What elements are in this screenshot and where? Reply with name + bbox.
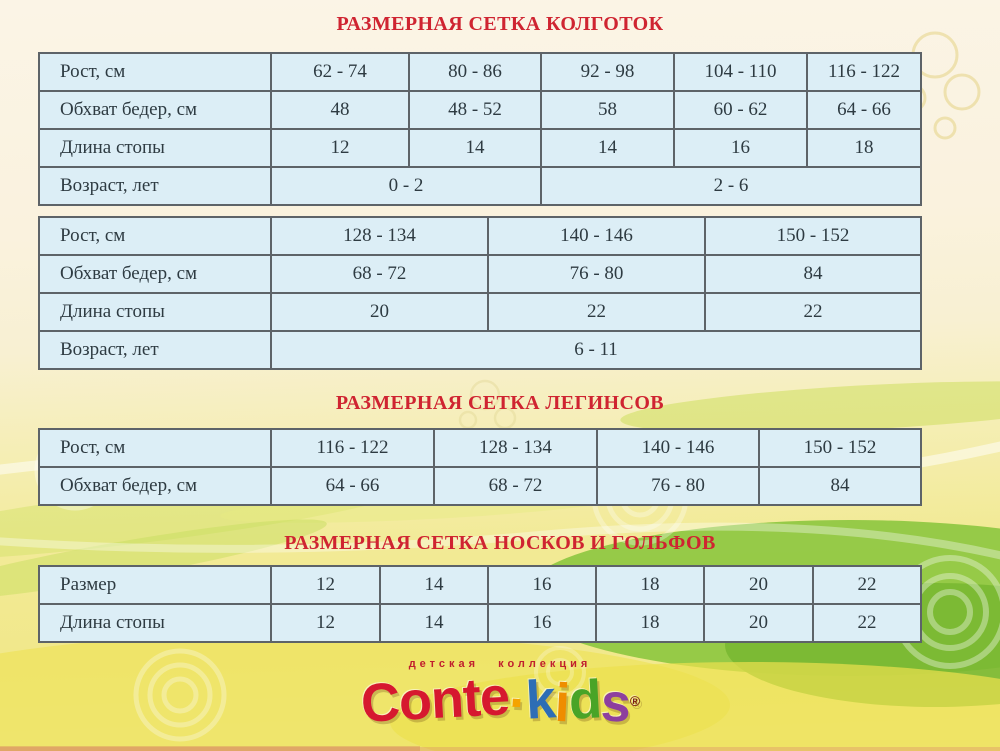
table-cell: 22 [813,566,921,604]
table-row [39,167,921,205]
table-cell: 12 [271,566,380,604]
table-cell: 80 - 86 [409,53,541,91]
table-row [39,429,921,467]
table-cell: 64 - 66 [807,91,921,129]
table-cell: 150 - 152 [759,429,921,467]
table-cell: 22 [705,293,921,331]
title-socks: РАЗМЕРНАЯ СЕТКА НОСКОВ И ГОЛЬФОВ [284,532,716,554]
table-cell: 14 [380,604,488,642]
table-cell: 140 - 146 [597,429,759,467]
table-cell: 150 - 152 [705,217,921,255]
table-socks [38,565,922,643]
table-cell: 20 [704,604,813,642]
registered-mark: ® [629,693,640,709]
row-label-cell: Рост, см [39,217,271,255]
table-row [39,255,921,293]
table-cell: 84 [705,255,921,293]
table-cell: 58 [541,91,674,129]
table-row [39,566,921,604]
table-cell: 68 - 72 [434,467,597,505]
table-cell: 16 [488,604,596,642]
table-cell: 14 [380,566,488,604]
table-cell: 62 - 74 [271,53,409,91]
table-cell-span: 6 - 11 [271,331,921,369]
table-row [39,129,921,167]
row-label-cell: Рост, см [39,53,271,91]
title-leggings: РАЗМЕРНАЯ СЕТКА ЛЕГИНСОВ [335,392,665,414]
table-cell: 48 [271,91,409,129]
table-cell: 128 - 134 [271,217,488,255]
table-cell: 14 [541,129,674,167]
table-cell: 68 - 72 [271,255,488,293]
table-tights-large [38,216,922,370]
table-cell-span: 2 - 6 [541,167,921,205]
logo-letter: s [599,672,632,734]
title-tights: РАЗМЕРНАЯ СЕТКА КОЛГОТОК [336,13,664,35]
table-row [39,331,921,369]
table-cell: 84 [759,467,921,505]
row-label-cell: Обхват бедер, см [39,91,271,129]
logo-letter: Conte [359,666,511,734]
row-label-cell: Возраст, лет [39,331,271,369]
table-cell: 116 - 122 [271,429,434,467]
brand-tagline: детская коллекция [408,658,592,670]
table-cell: 76 - 80 [488,255,705,293]
table-cell: 76 - 80 [597,467,759,505]
table-cell: 16 [488,566,596,604]
table-cell: 18 [807,129,921,167]
table-row [39,217,921,255]
table-cell: 116 - 122 [807,53,921,91]
brand-logo [0,658,1000,734]
table-cell: 16 [674,129,807,167]
table-cell: 22 [813,604,921,642]
row-label-cell: Размер [39,566,271,604]
row-label-cell: Длина стопы [39,129,271,167]
table-cell: 104 - 110 [674,53,807,91]
table-cell: 12 [271,129,409,167]
table-row [39,467,921,505]
table-cell: 12 [271,604,380,642]
table-cell: 18 [596,604,704,642]
table-cell: 20 [271,293,488,331]
logo-letter: i [553,672,571,734]
table-row [39,53,921,91]
logo-letter: k [524,669,557,731]
table-row [39,293,921,331]
table-cell: 18 [596,566,704,604]
table-row [39,91,921,129]
table-cell: 128 - 134 [434,429,597,467]
table-cell: 22 [488,293,705,331]
table-tights-small [38,52,922,206]
brand-wordmark [0,666,1000,734]
logo-letter: d [567,669,603,731]
row-label-cell: Обхват бедер, см [39,255,271,293]
table-cell: 48 - 52 [409,91,541,129]
table-cell: 64 - 66 [271,467,434,505]
table-cell: 140 - 146 [488,217,705,255]
table-cell: 14 [409,129,541,167]
row-label-cell: Обхват бедер, см [39,467,271,505]
table-row [39,604,921,642]
row-label-cell: Возраст, лет [39,167,271,205]
table-leggings [38,428,922,506]
row-label-cell: Длина стопы [39,293,271,331]
logo-separator-dot: · [507,672,528,734]
row-label-cell: Рост, см [39,429,271,467]
row-label-cell: Длина стопы [39,604,271,642]
table-cell-span: 0 - 2 [271,167,541,205]
table-cell: 92 - 98 [541,53,674,91]
table-cell: 60 - 62 [674,91,807,129]
table-cell: 20 [704,566,813,604]
